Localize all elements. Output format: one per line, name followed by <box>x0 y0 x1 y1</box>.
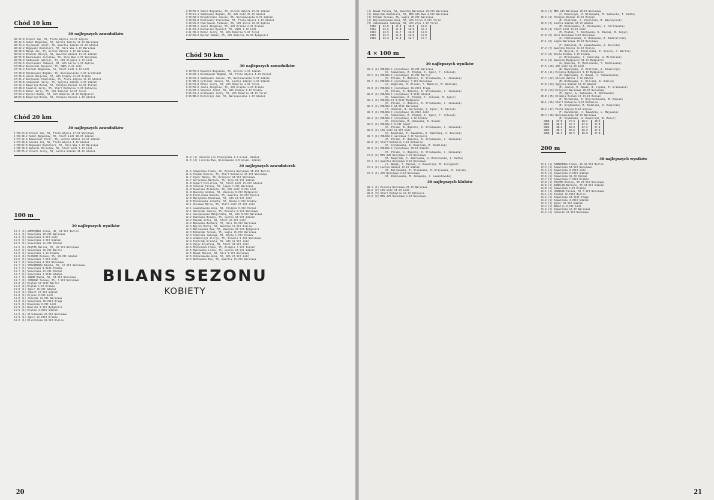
yearly-table <box>367 25 431 40</box>
table-cell: 47.2 <box>578 126 591 129</box>
result-row: (J. Kowalczyk, Z. Wilkowska, M. Sadowska, E. Kudla) <box>558 13 636 17</box>
result-row: 11.5 (1) Szewińska 2.VII Gdańsk <box>14 239 61 243</box>
result-row: 4:24:20.2 Szwalik Józef, 55, AZS Kraków 9.IX Kraków <box>185 88 263 92</box>
result-row: 46.2 (1) POLSKA I 18.VIII Warszawa <box>367 104 419 108</box>
result-row: 46:52.4 Wroński Henryk, 56, Gwardia Gdańsk 21.IX Gdańsk <box>14 53 97 57</box>
result-row: 12.5 Nowak Helena, 56, Skra 9.VII Warszawa <box>185 252 249 256</box>
table-cell: 11.8 <box>379 25 392 28</box>
result-row: (H. Piątek, T. Kozłowska, U. Pawlak, B. Zając) <box>558 31 628 35</box>
divider-line <box>186 39 350 40</box>
table-cell: 1963 <box>541 129 553 132</box>
result-row: 12.2 Bukowska Barbara, 55, Skra 18.VII Warszawa <box>185 221 257 225</box>
table-cell: 11.9 <box>405 28 418 31</box>
table-cell: 11.8 <box>405 31 418 34</box>
table-cell: 11.6 <box>392 37 405 40</box>
result-row: 47.3 (1) AZS Warszawa 2.IX Warszawa <box>367 171 420 175</box>
result-row: 12.0 Kiszlińska Danuta, 55, Gwardia 16.VII Kielce <box>185 194 260 198</box>
result-row: 11.5 (2) Lisicka Ewa, Wiśniewska 4.8 m/sek. Gdańsk <box>185 158 261 162</box>
table-cell: 46.9 <box>578 129 591 132</box>
section-subheading: 30 najlepszych zawodników <box>239 64 295 69</box>
result-row: (A. Nowicka, E. Malinowska, T. Wiśniewska) <box>558 61 622 65</box>
result-row: 11.7 (1) JÓŹWIAK Teresa, 55, 7.VII Warszawa <box>14 279 79 283</box>
section-heading: Chód 10 km <box>14 21 58 28</box>
result-row: 1:40:48.2 Jasik Zbigniew, 55, AZS Kraków 2.IX Kraków <box>185 25 264 29</box>
table-cell: 47.0 <box>591 132 604 135</box>
result-row: (H. Dąbrowska, E. Nowak, J. Tomaszewska) <box>558 73 619 77</box>
table-cell: 47.4 <box>591 126 604 129</box>
result-row: 46.3 (1) MKS AZS Warszawa 18.IX Warszawa <box>540 10 601 13</box>
result-row: (H. Plisko, E. Bakulin, D. Strażewska, J. Jeżewska) <box>385 138 462 142</box>
result-row: 24.0 (1) KAROLIN Barbara, 55 18.VII Gdańsk <box>540 184 604 188</box>
result-row: 11.9 (1) Kowalska 9.VII Łódź <box>14 303 57 307</box>
result-row: 4:18:55.0 Kowalik Bogusław, 55, Górnik 1.IX Gdańsk <box>185 70 261 74</box>
result-row: 47.3 (8) Wisła Kraków 1.IX Kraków <box>540 52 591 56</box>
result-row: (K. Szewińska, H. Piątek, I. Ignor, T. Jóźwiak) <box>385 71 456 75</box>
result-row: 46.5 (3) Lechia Gdańsk 18.IX Gdańsk <box>540 22 594 26</box>
result-row: 1:37:40.6 Szacka Iza, 56, Flota Gdynia 8.IX Gdańsk <box>14 141 90 145</box>
result-row: 11.4 (1) Szewińska 18.VII Warszawa <box>14 233 66 237</box>
result-row: 11.9 (1) Piątek 4.VIII Gdańsk <box>14 309 58 313</box>
result-row: 46:33.4 Chylewski Józef, 56, Gwardia Gdańsk 21.IX Gdańsk <box>14 44 99 48</box>
result-row: 12.1 Jesionowska Małgorzata, 56, AZS 8.VII Warszawa <box>185 212 263 216</box>
result-row: (J. Nowak, T. Pawlak, J. Kowalczyk, M. Szczygieł) <box>385 162 459 166</box>
result-row: 1:38:02.8 Rogowski Kazimierz, 55, Skra Wwa 1.IX Warszawa <box>14 144 99 148</box>
section-subheading: 30 najlepszych zawodniczek <box>239 163 296 168</box>
result-row: 48.0 (15) Olimpia Poznań II 23.IX Poznań <box>540 95 601 99</box>
left-col-2 <box>186 10 350 492</box>
result-row: 45.2 (1) POLSKA I (narodowa) 18.VII Warszawa <box>367 68 434 72</box>
table-cell: 11.7 <box>418 37 431 40</box>
result-row: 4:21:08.6 Cytiński Janusz, 55, Lechia Gdańsk 1.IX Gdańsk <box>185 79 270 83</box>
table-cell: 11.8 <box>392 28 405 31</box>
section-subheading: 30 najlepszych wyników <box>599 156 648 161</box>
result-row: (K. Kowalska, E. Zawadzka, H. Kamińska, I. Nowicka) <box>385 132 462 136</box>
section-heading: Chód 20 km <box>14 115 58 122</box>
result-row: 11.8 (1) Ignor 16.VII Gdańsk <box>14 288 57 292</box>
result-row: 46:48.0 Macek Jan, 55, Górnik Zabrze 1.IV Warszawa <box>14 50 90 54</box>
section-subheading: 30 najlepszych zawodników <box>68 32 124 36</box>
result-row: (1) Nowak Teresa, 54, Gwardia Warszawa 18.VII Warszawa <box>367 10 449 13</box>
result-row: 12.2 Pawlak Zofia, 56, Start 21.VII Łódź <box>185 218 246 222</box>
result-row: (K. Jasiuk, M. Nowak, B. Lipska, E. Grabowska) <box>558 86 628 90</box>
page-number-right: 21 <box>693 489 702 496</box>
table-cell: 11.7 <box>405 37 418 40</box>
result-row: 1:37:12.4 Rzewiński Piotr, 56, Lechia Gdańsk 14.IX Gdańsk <box>14 138 100 142</box>
result-row: (H. Plisko, B. Bakulin, D. Strażewska, J. Jeżewska) <box>385 126 462 130</box>
result-row: 1:41:36.6 Peter Jerzy, 55, LKS Pomorze 5.IX Toruń <box>185 31 260 35</box>
result-row: 12.5 Dąbrowska Lidia, 55, Lechia 18.VII Gdańsk <box>185 249 255 253</box>
section-subheading: 30 najlepszych wyników <box>425 62 474 67</box>
result-row: 46.6 (1) LKS Łódź 12.VII Łódź <box>367 129 411 133</box>
table-cell: 46.5 <box>566 132 579 135</box>
result-row: (K. Szewińska, H. Piątek, I. Ignor, T. Jóźwiak) <box>385 113 456 117</box>
result-row: 11.6 (1) Szewińska 7.VII Łódź <box>14 257 58 261</box>
result-row: 23.1 (1) SZEWIŃSKA Irena, 46 16.VII Berlin <box>540 162 604 166</box>
result-row: (E. Pietrzak, J. Zielińska, B. Wawrzyniak) <box>558 19 622 23</box>
result-row: (E. Szymańska, A. Kowalczyk, B. Mazur) <box>558 116 616 120</box>
table-cell: 46.1 <box>553 129 566 132</box>
table-cell: 47.8 <box>553 120 566 123</box>
result-row: 46.1 (1) POLSKA II 9.VIII Bydgoszcz <box>367 98 420 102</box>
result-row: 11.6 (1) Szewińska 1.IX Kraków <box>14 251 60 255</box>
result-row: 46:12.0 Ornoch Jan, 55, Flota Gdynia 14.IV Gdynia <box>14 38 88 41</box>
result-row: 11.5 Szewińska Irena, 46, Polonia Warszawa 18.VII Berlin <box>185 169 270 173</box>
result-row: 47.1 (1) Gwardia Warszawa 9.IX Warszawa <box>367 159 426 163</box>
table-cell: 1964 <box>541 132 553 135</box>
result-row: (I. Michalska, D. Wojciechowska, M. Pawlak) <box>558 98 624 102</box>
result-row: 12.3 Kobielak Teresa, 55, Legia 16.VII Warszawa <box>185 230 257 234</box>
table-cell: 11.4 <box>379 37 392 40</box>
table-cell: 1962 <box>367 31 379 34</box>
result-row: 11.8 (1) Plisko 9.VII Łódź <box>14 294 54 298</box>
result-row: 47.2 (1) Lechia Gdańsk 23.IX Gdańsk <box>367 165 420 169</box>
result-row: 4:25:44.4 Grabowski Jerzy, 55, LKS Pomorze 18.IX Toruń <box>185 91 267 95</box>
result-row: 46.6 (2) ŁKS Łódź 18.IX Łódź <box>367 188 410 192</box>
right-col-1 <box>367 10 533 492</box>
result-row: (H. Plisko, J. Bakulin, D. Strażewska, J. Jeżewska) <box>385 150 462 154</box>
table-cell: 11.5 <box>379 31 392 34</box>
result-row: 11.3 (1) AZENTOŃKA Irena, 46, 18.VII Berlin <box>14 230 79 234</box>
result-row: 46:58.0 Sadkowski Gabriel, 54, LKS Olimpia 1.IX Łódź <box>14 59 93 63</box>
result-row: 11.8 (1) Piątek 1.IX Kraków <box>14 285 55 289</box>
result-row: 46.0 (1) POLSKA I (narodowa) 8.VIII Gdańsk <box>367 92 431 96</box>
banner-spacer <box>186 98 350 156</box>
result-row: 12.2 Kamińska Bożena, 55, Lechia 18.VII Gdańsk <box>185 215 255 219</box>
result-row: (M. Rutkowska, I. Wilczek, D. Kubica) <box>558 80 615 84</box>
result-row: 47:31.2 Kozłowski Stanisław, 55, Flota Gdynia 13.IX Gdańsk <box>14 77 102 81</box>
result-row: 47:08.2 Kucharski Ryszard, 55, CWKS 2.IX Łódź <box>14 65 82 69</box>
result-row: 11.7 (1) Szewińska 6.VII Warszawa <box>14 260 64 264</box>
result-row: 47.9 (14) Kolejarz Warszawa 18.IX Warszawa <box>540 89 604 93</box>
result-row: (3) Klimek Teresa, 56, Legia 18.VII Warszawa <box>367 16 434 20</box>
result-row: 47:48.0 Szwalik Jerzy, 55, Start Katowice 3.IX Katowice <box>14 86 97 90</box>
table-cell: 48.3 <box>591 120 604 123</box>
result-row: (T. Kobielak, B. Lewandowska, A. Kociuba) <box>558 43 621 47</box>
result-row: 12.4 Michalska Irena, 55, Olimpia 7.VII Poznań <box>185 246 255 250</box>
result-row: 12.5 Rutkowska Ewa, 56, Gwardia 15.VII Warszawa <box>185 258 257 262</box>
result-row: 24.2 (1) Szewińska 4.VIII Gdańsk <box>540 199 589 203</box>
table-cell: 1964 <box>367 37 379 40</box>
result-row: 47.0 (4) MKS AZS Warszawa 1.IX Warszawa <box>367 195 426 199</box>
table-cell: 47.9 <box>566 120 579 123</box>
divider-line <box>14 155 178 156</box>
result-row: 12.0 Mączyńska Wiesława, 55, AZS 12.VII Łódź <box>185 197 252 201</box>
result-row: 12.4 Zając Krystyna, 56, Start 18.VII Łódź <box>185 243 249 247</box>
result-row: 11.8 (1) Szewińska 18.VIII Praga <box>14 300 63 304</box>
result-row: 4:23:56.0 Jasik Zbigniew, 55, AZS Kraków 1.IX Kraków <box>185 85 264 89</box>
section-subheading: 30 najlepszych klubów <box>427 179 473 184</box>
left-col-1 <box>14 10 178 492</box>
result-row: 48:04.8 Kasprzyk Marek, 56, Olimpia Poznań 1.IX Gdańsk <box>14 95 96 99</box>
result-row: (K. Szewińska, H. Piątek, T. Jóźwiak, H. Ignor) <box>385 95 456 99</box>
result-row: 47:53.6 Peter Jerzy, 55, LKS Pomorze 12.IX Toruń <box>14 89 87 93</box>
result-row: 11.7 (1) Szewińska 9.VIII Kraków <box>14 266 63 270</box>
result-row: 47.0 (1) MKS AZS Warszawa 1.IX Warszawa <box>367 153 426 157</box>
result-row: 47:59.2 Rycner Roman, 55, LKS Pomorze 10.IX Bydgoszcz <box>14 92 94 96</box>
table-cell: 1962 <box>541 126 553 129</box>
section-heading: 200 m <box>541 146 567 153</box>
result-row: 46.5 (1) POLSKA I 9.VII Sopot <box>367 123 411 127</box>
table-cell: 46.9 <box>553 123 566 126</box>
result-row: 46.7 (1) POLSKA I narodowa 7.IX Szczecin <box>367 135 428 139</box>
result-row: 23.6 (1) Szewińska 16.IX Poznań <box>540 174 588 178</box>
right-page <box>357 0 714 500</box>
section-subheading: 30 najlepszych zawodników <box>68 125 124 130</box>
result-row: 48.1 (16) Start Katowice 4.IX Katowice <box>540 101 598 105</box>
result-row: 11.8 Jóźwiak Teresa, 55, Legia 7.VII Warszawa <box>185 185 254 189</box>
table-cell: 1960 <box>367 25 379 28</box>
result-row: 11.7 (1) IGNOR Hanna, 56, 18.VII Warszawa <box>14 275 76 279</box>
result-row: 1:36:23.0 Ornoch Jan, 55, Flota Gdynia 17.IX Warszawa <box>14 131 94 135</box>
result-row: 45.5 (1) POLSKA I (narodowa) 16.VII Berlin <box>367 74 431 78</box>
result-row: 11.4 (1) Szewińska 9.VII Łódź <box>14 236 58 240</box>
result-row: (H. Plisko, E. Bakulin, D. Strażewska, J. Jeżewska) <box>385 77 462 81</box>
result-row: (M. Wójcik, D. Kiszlińska, E. Sikora, J. Bartos) <box>558 49 631 53</box>
result-row: 11.9 (1) Nowicka 9.VII Bydgoszcz <box>14 306 63 310</box>
result-row: 11.9 Kowalska Elżbieta, 56, ŁKS Łódź 9.VII Łódź <box>185 188 257 192</box>
result-row: 11.8 (1) Piątek 12.VIII Berlin <box>14 282 60 286</box>
table-cell: 47.6 <box>578 123 591 126</box>
result-row: 24.1 (1) JÓŹWIAK Teresa, 55 7.VII Warszawa <box>540 190 604 194</box>
table-cell: 11.9 <box>418 31 431 34</box>
table-cell: 11.6 <box>405 34 418 37</box>
result-row: 23.8 (1) PIĄTEK Halina, 55 23.VII Warszawa <box>540 180 604 184</box>
result-row: (4) Wojciechowska Anna, 55, LKS Toruń 9.VII Toruń <box>367 19 441 23</box>
result-row: 12.4 Pietrzak Urszula, 55, AZS 12.VII Łódź <box>185 240 249 244</box>
result-row: 11.6 (1) Szewińska 16.VII Berlin <box>14 248 63 252</box>
table-row <box>367 37 430 40</box>
result-row: 24.1 (1) Piątek 12.VIII Berlin <box>540 193 586 197</box>
result-row: 11.7 Gorzelska Barbara, 55, Skra 16.VII Gdańsk <box>185 179 255 183</box>
result-row: 45.7 (1) POLSKA I (narodowa) 7.VII Warszawa <box>367 80 432 84</box>
table-cell: 46.8 <box>578 132 591 135</box>
result-row: 23.4 (1) Szewińska 9.VIII Łódź <box>540 168 586 172</box>
result-row: (M. Kasprzak, I. Żebrowska, A. Malinowska, A. Kudla) <box>385 156 464 160</box>
result-row: 12.1 Lewandowska Anna, 56, Olimpia 9.VII Poznań <box>185 206 257 210</box>
result-row: 24.3 (1) Bakulin 9.VII Łódź <box>540 205 582 209</box>
result-row: 12.1 Smolarek Janina, 55, Polonia 6.VII Warszawa <box>185 209 258 213</box>
result-row: 24.2 (1) Szewińska 18.VIII Praga <box>540 196 589 200</box>
result-row: 11.5 (1) PIĄTEK Halina, 55, 23.VII Warszawa <box>14 245 79 249</box>
result-row: (5) Jakubowska Jadwiga, 56, LKS Zryw 1.IX Toruń <box>367 22 438 26</box>
table-cell: 11.6 <box>379 28 392 31</box>
result-row: 24.4 (1) Jóźwiak 14.VII Warszawa <box>540 211 589 215</box>
result-row: 12.0 Brzozowska Jolanta, 55, Wisła 1.VII Kraków <box>185 200 257 204</box>
result-row: (T. Kaczmarek, J. Zawadzka, L. Majewska) <box>558 110 619 114</box>
result-row: 46:22.6 Sobol Bogusław, 55, Górnik Zabrze 12.VI Warszawa <box>14 41 99 45</box>
result-row: 23.5 (1) Szewińska 2.VIII Gdańsk <box>540 171 589 175</box>
result-row: 11.6 (1) PLISKOK Helena, 55, 18.VII Gdańsk <box>14 254 78 258</box>
result-row: 1:38:55.2 Ornoch Jerzy, 56, Lechia Gdańsk 18.IX Gdańsk <box>14 150 96 154</box>
result-row: 46.1 (1) Polonia Warszawa 23.IX Warszawa <box>367 185 428 189</box>
banner-spacer <box>14 158 178 202</box>
result-row: 1:39:12.4 Sadkowski Bogdan, 56, AZS Łódź 23.IV Gdańsk <box>185 13 266 17</box>
result-row: 11.9 (1) Ignor 12.VIII Kraków <box>14 315 58 319</box>
result-row: 11.4 (1) Jeleźik Lin Kraczyńska 2.2 m/sek. Gdańsk <box>185 155 260 159</box>
table-cell: 46.4 <box>553 126 566 129</box>
table-row <box>541 132 604 135</box>
result-row: 47.7 (12) Górnik Zabrze 7.IX Zabrze <box>540 77 594 81</box>
result-row: 1:40:04.8 Kozłowski Stanisław, 55, Flota Gdynia 1.IX Gdańsk <box>185 19 275 23</box>
result-row: 46.8 (1) Start Katowice 1.IX Katowice <box>367 141 423 145</box>
table-cell: 1960 <box>541 120 553 123</box>
table-cell: 12.0 <box>418 25 431 28</box>
result-row: 46.8 (4) Start Łódź 23.IX Łódź <box>540 28 586 32</box>
result-row: 46.9 (1) POLSKA I (narodowa) 18.IX Gdańsk <box>367 147 429 151</box>
result-row: 4:22:32.8 Peter Jerzy, 55, LKS Pomorze 1.IX Toruń <box>185 82 260 86</box>
table-cell: 1963 <box>367 34 379 37</box>
result-row: (M. Kalinowska, E. Olszewska, J. Stróżewska) <box>558 25 625 29</box>
table-cell: 47.2 <box>591 129 604 132</box>
result-row: 47.6 (11) Polonia Bydgoszcz 9.IX Bydgoszcz <box>540 70 604 74</box>
result-row: 47.1 (6) Legia Warszawa 16.IX Warszawa <box>540 40 598 44</box>
banner-title: BILANS SEZONU <box>102 266 268 285</box>
result-row: 45.8 (1) POLSKA I (narodowa) 26.VIII Praga <box>367 86 431 90</box>
result-row: 46.4 (2) Olimpia Poznań 11.IX Poznań <box>540 16 595 20</box>
result-row: (E. Grzybowska, D. Kasprzak, M. Kudelska) <box>385 144 447 148</box>
result-row: 4:20:44.4 Sadkowski Janusz, 55, Warszawianka 9.IX Gdańsk <box>185 76 270 80</box>
table-cell: 11.7 <box>392 31 405 34</box>
table-cell: 46.3 <box>553 132 566 135</box>
result-row: 12.3 Wójcik Maria, 56, Gwardia 11.VII Kielce <box>185 224 252 228</box>
result-row: 46:42.2 Rogowski Kazimierz, 55, Skra Wwa 1.IX Warszawa <box>14 47 96 51</box>
result-row: 1:36:48.2 Sobol Bogusław, 55, Start Łódź 28.IX Gdańsk <box>14 134 94 138</box>
result-row: 1:39:40.6 Dziedziński Janusz, 56, Warszawianka 9.IX Gdańsk <box>185 16 273 20</box>
result-row: 46.4 (1) POLSKA I (narodowa) 1.IX Kraków <box>367 116 428 120</box>
result-row: 47:42.4 Kasprzyk Marek, 55, Olimpia Poznań 12.IX Poznań <box>14 83 97 87</box>
result-row: 11.9 Nowicka Aldona, 55, Zawisza 9.VII Bydgoszcz <box>185 191 258 195</box>
result-row: 1:42:02.8 Rycner Roman, 55, LKS Pomorze 16.IX Bydgoszcz <box>185 34 269 38</box>
result-row: 23.7 (1) Szewińska 7.VIII Kraków <box>540 177 589 181</box>
page-number-left: 20 <box>16 489 25 496</box>
result-row: 11.7 (1) Szewińska 4.VIII Gdańsk <box>14 272 63 276</box>
divider-line <box>14 101 178 102</box>
yearly-table <box>541 120 605 135</box>
result-row: (E. Zielińska, M. Zukowska, D. Rusek) <box>385 120 441 124</box>
result-row: 47.8 (13) Spójnia Gdańsk 14.IX Gdańsk <box>540 83 597 87</box>
table-cell: 47.3 <box>566 123 579 126</box>
table-cell: 48.1 <box>578 120 591 123</box>
result-row: 47.4 (9) Zawisza Bydgoszcz 18.IX Bydgoszcz <box>540 58 604 62</box>
result-row: (H. Plisko, E. Bakulin, D. Strażewska, J. Jeżewska) <box>385 89 462 93</box>
table-cell: 47.8 <box>591 123 604 126</box>
result-row: (A. Chmielewska, Z. Bukowska, H. Kaźmierczak) <box>558 37 627 41</box>
result-row: (T. Jóźwiak, B. Gorzelska, I. Ignor, H. Kaziuk) <box>385 107 456 111</box>
table-cell: 11.8 <box>418 34 431 37</box>
result-row: 11.8 Subert Christina, 55, Start Łódź 15.VII Gdańsk <box>185 182 263 186</box>
section-heading: 100 m <box>14 213 40 220</box>
table-cell: 1961 <box>541 123 553 126</box>
result-row: 12.4 Grabarczyk Alicja, 55, Polonia 9.VII Warszawa <box>185 236 261 240</box>
result-row: (J. Brzozowska, J. Sikorska, A. Michalska) <box>558 55 622 59</box>
result-row: 11.9 (1) Strażewska 23.VII Warszawa <box>14 312 67 316</box>
result-row: 11.7 (1) Szewińska 23.VII Poznań <box>14 269 63 273</box>
result-row: 1:38:30.0 Gałecki Mirosław, 56, Start Łódź 2.IX Łódź <box>14 147 93 151</box>
section-heading: Chód 50 km <box>186 53 230 60</box>
section-heading: 4 × 100 m <box>367 51 405 58</box>
result-row: 12.0 (1) Kiszlińska 16.VII Kielce <box>14 318 64 322</box>
result-row: 11.8 (1) Jóźwiak 14.VII Warszawa <box>14 297 63 301</box>
table-cell: 12.0 <box>405 25 418 28</box>
result-row: (B. Wiśniewska, M. Zalewska, J. Lewandowska) <box>385 174 452 178</box>
table-cell: 1961 <box>367 28 379 31</box>
result-row: (E. Grzybowska, M. Kudelska, D. Kasprzak) <box>558 104 621 108</box>
result-row: (M. Kalinowska, E. Olszewska, H. Krajewska, K. Jasiuk) <box>385 168 467 172</box>
section-subheading: 30 najlepszych wyników <box>71 224 120 229</box>
result-row: (W. Mączyńska, U. Pietrzak, A. Kowalczyk) <box>558 67 621 71</box>
result-row: 47.0 (5) Skra Warszawa 9.IX Warszawa <box>540 34 595 38</box>
result-row: 12.3 Sikorska Jadwiga, 56, Wisła 1.VII Kraków <box>185 233 254 237</box>
result-row: 24.0 (1) Szewińska 1.IX Kraków <box>540 187 586 191</box>
result-row: 12.1 Cholewa Maria, 55, Start Łódź 23.VII Łódź <box>185 203 255 207</box>
result-row: 47:02.6 Charlewski Tadeusz, 56, LKS Górce 1.IX Dębica <box>14 62 94 66</box>
result-row: 47:15.4 Kliński Bogusław, 51, Start Łódź 2.IX Łódź <box>14 68 90 72</box>
result-row: 46:55.8 Kanczewski Jarosław, 56, Skra Wwa 1.IX Warszawa <box>14 56 97 60</box>
result-row: 1:40:22.0 Charlewski Tadeusz, 56, LKS Górce 16.IX Dębica <box>185 22 270 26</box>
season-banner <box>100 266 270 297</box>
result-row: 48.3 (18) Warszawianka 18.IX Warszawa <box>540 113 597 117</box>
table-cell: 46.6 <box>566 129 579 132</box>
result-row: 11.7 Ignor Hanna, 56, Kolejarz 18.VII Warszawa <box>185 176 255 180</box>
result-row: 47:36.8 Jankowski Jerzy, 55, Spójnia Gdańsk 1.IX Gdańsk <box>14 80 97 84</box>
result-row: 4:19:20.2 Dzimkowski Bogdan, 56, Flota Gdynia 8.IX Poznań <box>185 73 272 77</box>
result-row: 47.5 (10) AZS Łódź 12.IX Łódź <box>540 64 585 68</box>
result-row: 23.3 (1) Szewińska 18.VII Warszawa <box>540 165 592 169</box>
result-row: (H. Ignor, A. Sadowska, E. Witkowska) <box>558 92 615 96</box>
result-row: 46.3 (1) POLSKA I (narodowa) 16.VIII Łódź <box>367 110 429 114</box>
result-row: 11.6 Piątek Halina, 55, Start Katowice 23.VII Warszawa <box>185 172 267 176</box>
result-row: 48.2 (17) Flota Gdynia 8.IX Gdynia <box>540 107 592 111</box>
result-row: 11.7 (1) STRAŻEWSKA Danuta, 55, 17.VII Warszawa <box>14 263 85 267</box>
table-cell: 11.5 <box>392 34 405 37</box>
result-row: 12.3 Malinowska Ewa, 55, Zawisza 18.VII Bydgoszcz <box>185 227 260 231</box>
result-row: (2) Kasprzak Kazimiera, 55, MKS AZS Wwa 4.VII Warszawa <box>367 13 449 17</box>
result-row: (H. Plisko, J. Bakulin, D. Strażewska, J. Jeżewska) <box>385 101 462 105</box>
result-row: 4:26:08.6 Kulińczyk Jan, 55, Warszawianka 1.IX Gdańsk <box>185 94 266 98</box>
banner-subtitle: KOBIETY <box>164 287 206 297</box>
result-row: (A. Zagórska, H. Plisko, T. Bakulin, M. Woźniak) <box>385 83 458 87</box>
right-col-2 <box>541 10 707 492</box>
result-row: 1:38:55.0 Sobol Bogusław, 55, Górnik Zabrze 23.IV Gdańsk <box>185 10 270 13</box>
result-row: 1:41:10.4 Kucharski Ryszard, 55, CWKS 2.IX Łódź <box>185 28 257 32</box>
table-cell: 46.8 <box>566 126 579 129</box>
book-gutter <box>355 0 359 500</box>
result-row: 11.5 (1) Szewińska 11.VII Poznań <box>14 242 63 246</box>
result-row: 24.3 (1) Ignor 16.VII Gdańsk <box>540 202 583 206</box>
result-row: 12.5 Chmielewska Anna, 55, ŁKS 23.VII Łódź <box>185 255 249 259</box>
result-row: 47:26.6 Jasik Zbigniew, 55, AZS Kraków 11.IX Kraków <box>14 74 91 78</box>
table-cell: 12.1 <box>418 28 431 31</box>
result-row: 47:20.0 Dzimkowski Bogdan, 56, Warszawianka 1.IX Grudziądz <box>14 71 102 75</box>
table-cell: 11.3 <box>379 34 392 37</box>
result-row: 47.2 (7) Gwardia Kielce 11.IX Kielce <box>540 46 595 50</box>
result-row: 46.8 (3) Start Katowice 12.IX Katowice <box>367 192 425 196</box>
table-cell: 11.9 <box>392 25 405 28</box>
result-row: 24.4 (1) Szewińska 12.IX Warszawa <box>540 208 591 212</box>
result-row: 11.8 (1) Subert 15.VII Gdańsk <box>14 291 58 295</box>
